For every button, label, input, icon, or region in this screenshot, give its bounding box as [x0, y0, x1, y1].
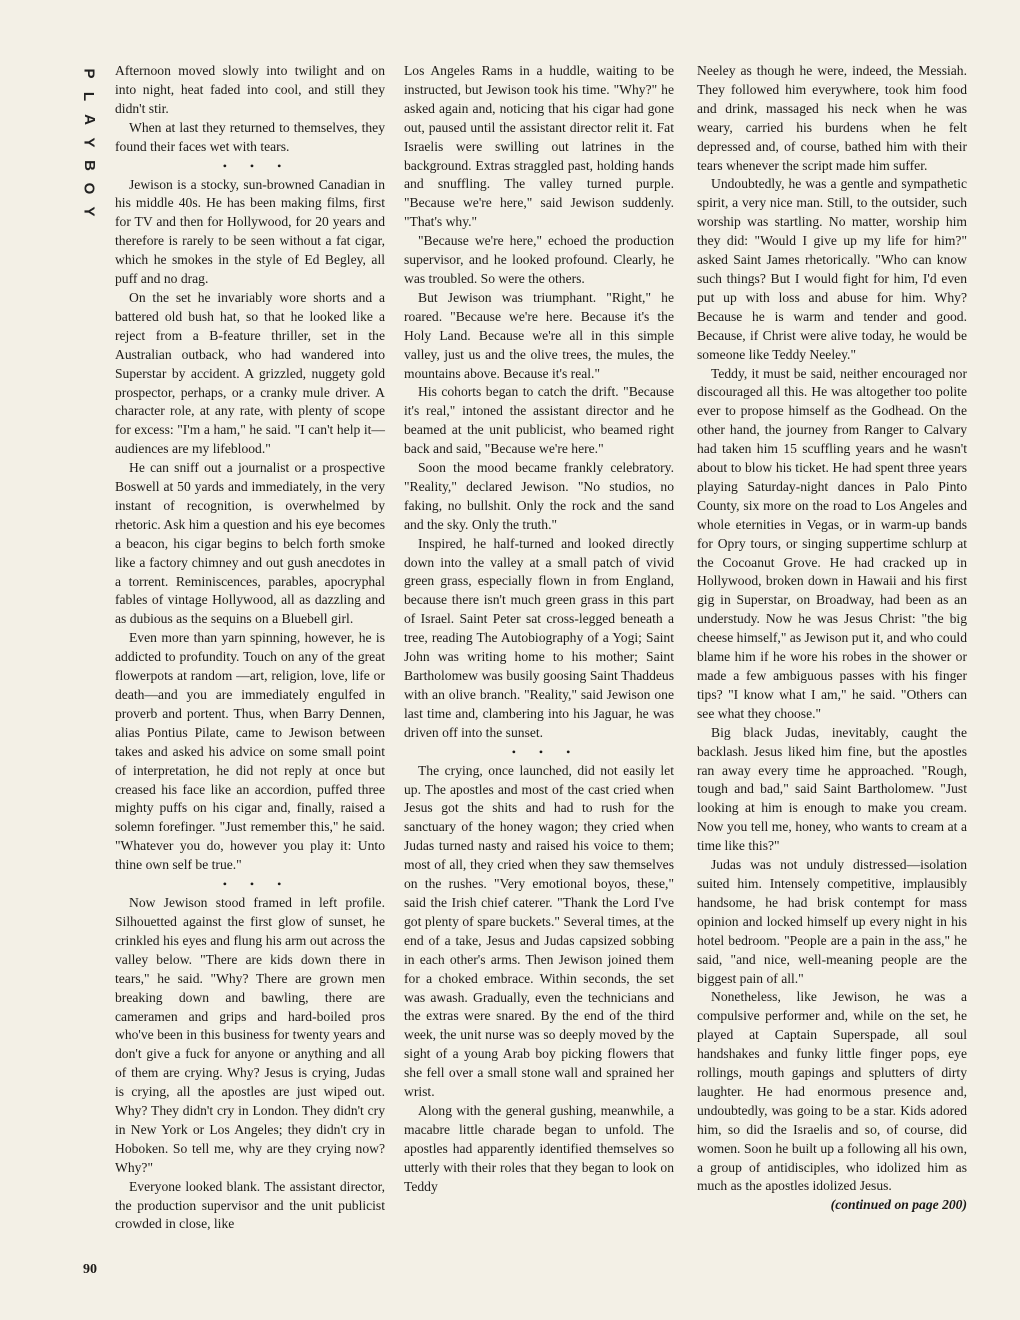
- article-paragraph: "Because we're here," echoed the production supervisor, and he looked profound. Clearly, he was troubled. So were the others.: [404, 233, 674, 286]
- article-paragraph: Soon the mood became frankly celebratory. "Reality," declared Jewison. "No studios, no faking, no bullshit. Only the rock and the sand and the sky. Only the truth.": [404, 460, 674, 532]
- article-paragraph: Los Angeles Rams in a huddle, waiting to be instructed, but Jewison took his time. "Why?" he asked again and, noticing that his cigar had gone out, paused until the assistant director relit it. Fat Israelis were swilling out latrines in the background. Extras straggled past, holding hands and snuffling. The valley turned purple. "Because we're here," said Jewison suddenly. "That's why.": [404, 63, 674, 230]
- logo-letter: L: [80, 91, 98, 102]
- article-paragraph: Everyone looked blank. The assistant director, the production supervisor and the unit publicist crowded in close, like: [115, 1178, 385, 1232]
- page-number: 90: [83, 1262, 97, 1277]
- article-paragraph: His cohorts began to catch the drift. "Because it's real," intoned the assistant director and he beamed at the unit publicist, who beamed right back and said, "Because we're here.": [404, 384, 674, 457]
- article-paragraph: Nonetheless, like Jewison, he was a compulsive performer and, while on the set, he played at Captain Superspade, all soul handshakes and funky little finger pops, eye rollings, mouth gapings and splutters of dirty laughter. He had enormous presence and, undoubtedly, was going to be a star. Kids adored him, so did the Israelis and so, of course, did women. Soon he built up a following all his own, a group of antidisciples, who idolized him as much as the apostles idolized Jesus.: [697, 989, 967, 1194]
- article-paragraph: Undoubtedly, he was a gentle and sympathetic spirit, a very nice man. Still, to the outsider, such worship was startling. No matter, worship him they did: "Would I give up my life for him?" asked Saint James rhetorically. "Who can know such things? But I would fight for him, I'd even put up with loss and abuse for him. Why? Because he is warm and tender and good. Because, if Christ were alive today, he would be someone like Teddy Neeley.": [697, 176, 967, 362]
- logo-letter: O: [80, 182, 98, 195]
- logo-letter: A: [80, 114, 98, 125]
- article-column-1: [115, 62, 385, 1234]
- article-paragraph: Teddy, it must be said, neither encouraged nor discouraged all this. He was altogether too polite ever to propose himself as the Godhead. On the other hand, the journey from Ranger to Calvary had taken him 15 scuffling years and he wasn't about to blow his ticket. He had spent three years playing Saturday-night dances in Palo Pinto County, six more on the road to Los Angeles and whole eternities in Vegas, or in warm-up bands for Opry tours, or singing suppertime schlurp at the Cocoanut Grove. He had cracked up in Hollywood, broken down in Hawaii and his first gig in Superstar, on Broadway, had been as an understudy. Now he was Jesus Christ: "the big cheese himself," as Jewison put it, and who could blame him if he wore his robes in the shower or made a few ambiguous passes with his finger tips? "I know what I am," he said. "Others can see what they choose.": [697, 365, 967, 721]
- logo-letter: P: [80, 68, 98, 79]
- article-paragraph: Judas was not unduly distressed—isolation suited him. Intensely competitive, implausibly handsome, he had brisk contempt for mass opinion and locked himself up every night in his hotel bedroom. "People are a pain in the ass," he said, "and nice, well-meaning people are the biggest pain of all.": [697, 857, 967, 986]
- logo-letter: B: [80, 160, 98, 171]
- article-paragraph: On the set he invariably wore shorts and a battered old bush hat, so that he looked like a reject from a B-feature thriller, set in the Australian outback, who had wandered into Superstar by accident. A grizzled, nuggety gold prospector, perhaps, or a cranky mule driver. A character role, at any rate, with plenty of scope for excess: "I'm a ham," he said. "I can't help it—audiences are my lifeblood.": [115, 289, 385, 457]
- article-paragraph: Jewison is a stocky, sun-browned Canadian in his middle 40s. He has been making films, first for TV and then for Hollywood, for 20 years and therefore is rarely to be seen without a fat cigar, which he smokes in the style of Ed Begley, all puff and no drag.: [115, 176, 385, 287]
- section-separator: • • •: [222, 877, 292, 892]
- section-separator: • • •: [511, 744, 581, 759]
- article-paragraph: Along with the general gushing, meanwhile, a macabre little charade began to unfold. The apostles had apparently identified themselves so utterly with their roles that they began to look on Teddy: [404, 1102, 674, 1194]
- logo-letter: Y: [80, 137, 98, 148]
- article-paragraph: Neeley as though he were, indeed, the Messiah. They followed him everywhere, took him food and drink, massaged his neck when he was weary, carried his burdens when he felt depressed and, of course, bathed him with their tears whenever the script made him suffer.: [697, 63, 967, 173]
- article-paragraph: Big black Judas, inevitably, caught the backlash. Jesus liked him fine, but the apostles ran away every time he approached. "Rough, tough and bad," said Saint Bartholomew. "Just looking at him is enough to make you cream. Now you tell me, honey, who wants to cream at a time like this?": [697, 724, 967, 854]
- article-column-3: [697, 62, 967, 1215]
- article-paragraph: Even more than yarn spinning, however, he is addicted to profundity. Touch on any of the great flowerpots at random —art, religion, love, life or death—and you are immediately engulfed in proverb and portent. Thus, when Barry Dennen, alias Pontius Pilate, came to Jewison between takes and asked his advice on some small point of interpretation, he did not reply at once but creased his face like an accordion, puffed three mighty puffs on his cigar and, finally, raised a solemn forefinger. "Just remember this," he said. "Whatever you do, however you play it: Unto thine own self be true.": [115, 630, 385, 873]
- article-paragraph: But Jewison was triumphant. "Right," he roared. "Because we're here. Because it's the Holy Land. Because we're all in this simple valley, just us and the olive trees, the mules, the mountains above. Because it's real.": [404, 289, 674, 381]
- article-paragraph: Now Jewison stood framed in left profile. Silhouetted against the first glow of sunset, he crinkled his eyes and flung his arm out across the valley below. "There are kids down there in tears," he said. "Why? There are grown men breaking down and bawling, there are cameramen and grips and hard-boiled pros who've been in this business for twenty years and don't give a fuck for anyone or anything and all of them are crying. Why? Jesus is crying, Judas is crying, all the apostles are just wiped out. Why? They didn't cry in London. They didn't cry in New York or Los Angeles; they didn't cry in Hoboken. So tell me, why are they crying now? Why?": [115, 895, 385, 1175]
- article-paragraph: The crying, once launched, did not easily let up. The apostles and most of the cast cried when Jesus got the shits and had to rush for the sanctuary of the honey wagon; they cried when Judas turned nasty and raised his voice to them; most of all, they cried when they saw themselves on the rushes. "Very emotional boyos, these," said the Irish chief caterer. "Thank the Lord I've got plenty of spare buckets." Several times, at the end of a take, Jesus and Judas capsized sobbing in each other's arms. Then Jewison joined them for a choked embrace. Within seconds, the set was awash. Gradually, even the technicians and the extras were snared. By the end of the third week, the unit nurse was so deeply moved by the sight of a young Arab boy picking flowers that she fell over a small stone wall and sprained her wrist.: [404, 762, 674, 1100]
- article-paragraph: Inspired, he half-turned and looked directly down into the valley at a small patch of vivid green grass, especially flown in from England, because there isn't much green grass in this part of Israel. Saint Peter sat cross-legged beneath a tree, reading The Autobiography of a Yogi; Saint John was writing home to his mother; Saint Bartholomew was busily goosing Saint Thaddeus with an olive branch. "Reality," said Jewison one last time and, clambering into his Jaguar, he was driven off into the sunset.: [404, 535, 674, 740]
- article-paragraph: When at last they returned to themselves, they found their faces wet with tears.: [115, 119, 385, 154]
- playboy-side-logo: [80, 62, 98, 223]
- article-paragraph: He can sniff out a journalist or a prospective Boswell at 50 yards and immediately, in the very instant of recognition, is overwhelmed by rhetoric. Ask him a question and his eye becomes a beacon, his cigar begins to belch forth smoke like a factory chimney and out gush anecdotes in a torrent. Reminiscences, parables, apocryphal fables of vintage Hollywood, all as dazzling and as dubious as the sequins on a Bluebell girl.: [115, 460, 385, 627]
- section-separator: • • •: [222, 158, 292, 173]
- logo-letter: Y: [80, 206, 98, 217]
- article-paragraph: Afternoon moved slowly into twilight and on into night, heat faded into cool, and still they didn't stir.: [115, 63, 385, 116]
- continued-note: (continued on page 200): [830, 1197, 967, 1213]
- article-column-2: [404, 62, 674, 1196]
